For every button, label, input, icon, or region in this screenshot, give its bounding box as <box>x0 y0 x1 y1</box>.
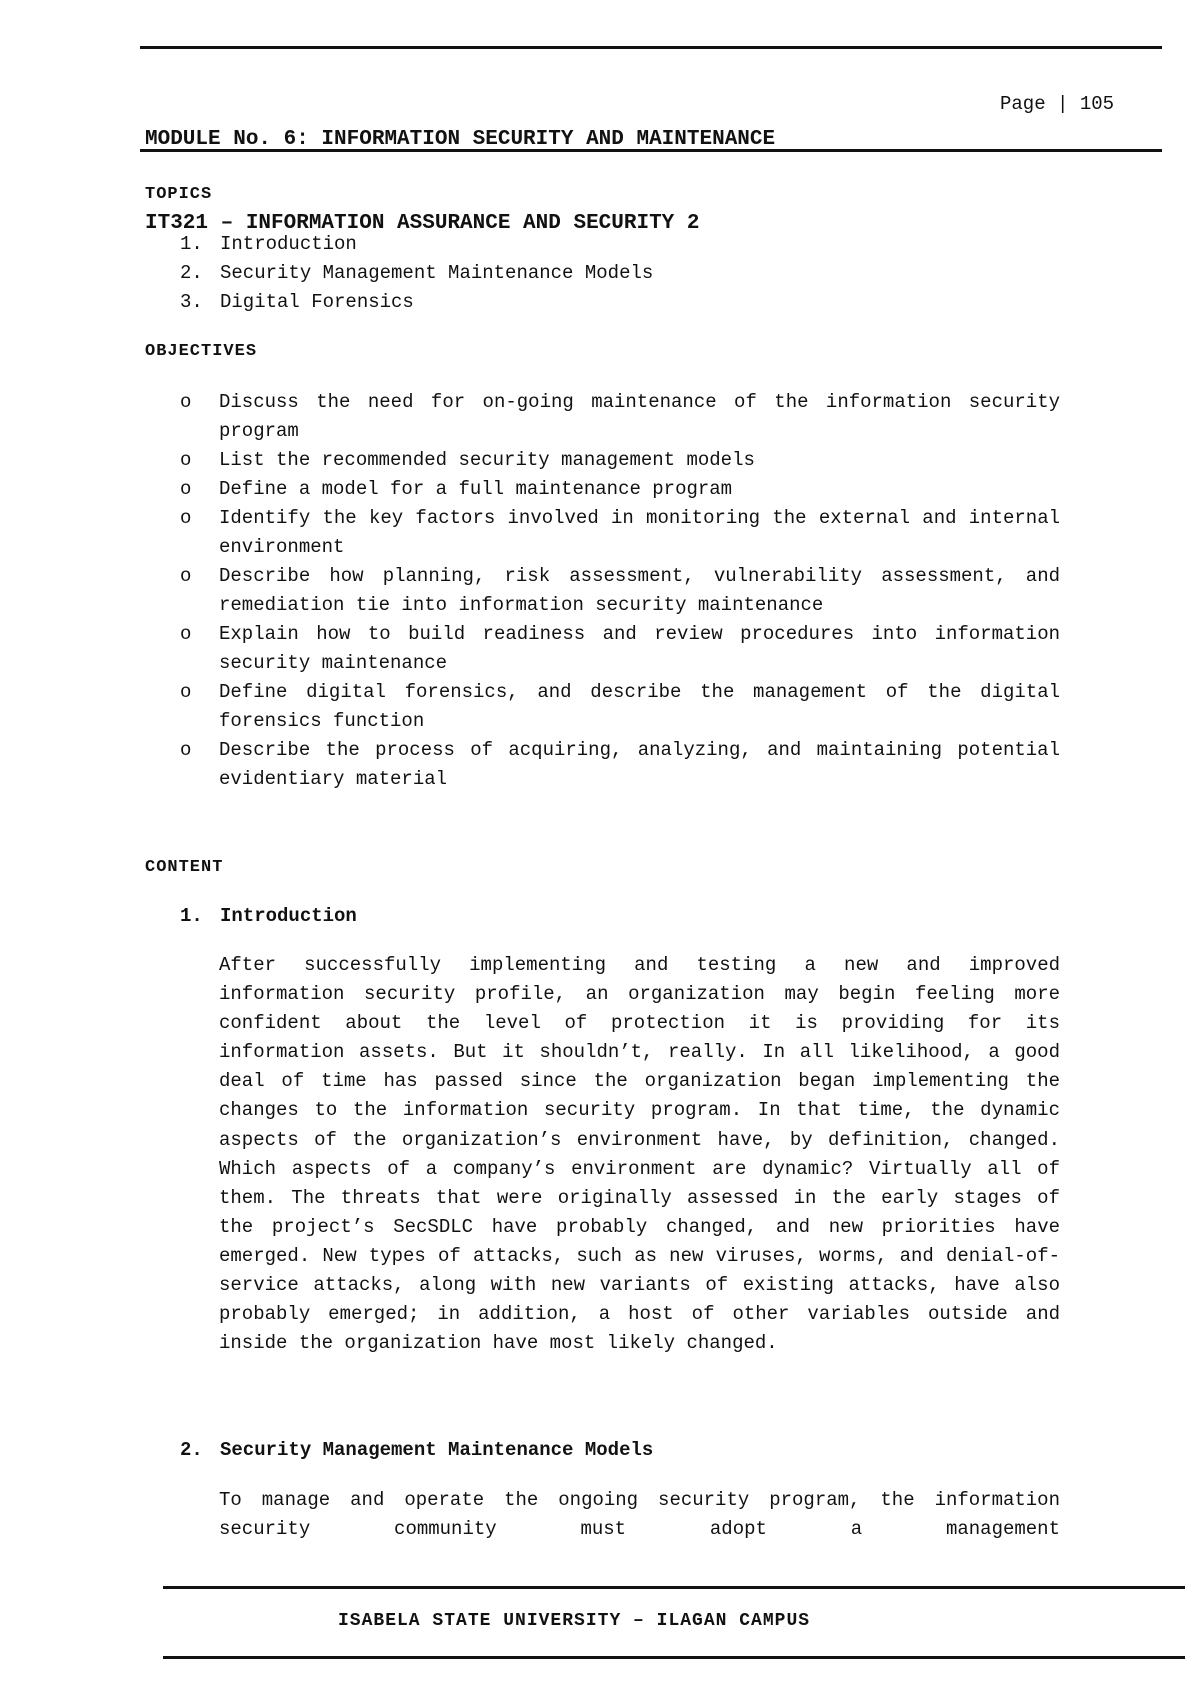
bullet-marker: o <box>180 565 192 587</box>
bullet-marker: o <box>180 391 192 413</box>
list-item <box>180 736 1060 794</box>
footer-bottom-rule <box>163 1656 1185 1659</box>
bullet-marker: o <box>180 449 192 471</box>
list-item <box>180 562 1060 620</box>
list-item <box>180 259 653 288</box>
page-number: Page | 105 <box>1000 93 1115 115</box>
list-item <box>180 446 1060 475</box>
list-item-text: Define a model for a full maintenance program <box>219 478 733 500</box>
footer-top-rule <box>163 1586 1185 1589</box>
topics-heading: TOPICS <box>145 185 213 204</box>
bullet-marker: o <box>180 478 192 500</box>
list-item-text: Security Management Maintenance Models <box>220 262 654 284</box>
list-item-text: Introduction <box>220 233 357 255</box>
header-bottom-rule <box>140 149 1162 152</box>
list-item-text: Discuss the need for on-going maintenance of the information security program <box>219 391 1060 442</box>
topics-list <box>180 230 653 317</box>
list-item-text: Describe the process of acquiring, analyzing, and maintaining potential evidentiary material <box>219 739 1060 790</box>
section-number: 1. <box>180 905 203 927</box>
module-title-line2: IT321 – INFORMATION ASSURANCE AND SECURITY 2 <box>145 212 700 235</box>
list-item <box>180 678 1060 736</box>
bullet-marker: o <box>180 681 192 703</box>
list-item-text: Describe how planning, risk assessment, vulnerability assessment, and remediation tie into information security maintenance <box>219 565 1060 616</box>
footer-institution: ISABELA STATE UNIVERSITY – ILAGAN CAMPUS <box>338 1611 811 1631</box>
bullet-marker: o <box>180 507 192 529</box>
list-item-number: 3. <box>180 291 203 313</box>
objectives-heading: OBJECTIVES <box>145 342 258 361</box>
list-item <box>180 475 1060 504</box>
header-top-rule <box>140 46 1162 49</box>
list-item-text: Identify the key factors involved in monitoring the external and internal environment <box>219 507 1060 558</box>
objectives-list <box>180 388 1060 794</box>
list-item <box>180 620 1060 678</box>
list-item <box>180 288 653 317</box>
list-item-text: List the recommended security management models <box>219 449 755 471</box>
list-item-text: Explain how to build readiness and review procedures into information security maintenance <box>219 623 1060 674</box>
section-number: 2. <box>180 1439 203 1461</box>
section-body: After successfully implementing and testing a new and improved information security profile, an organization may begin feeling more confident about the level of protection it is providing for its information assets. But it shouldn’t, really. In all likelihood, a good deal of time has passed since the organization began implementing the changes to the information security program. In that time, the dynamic aspects of the organization’s environment have, by definition, changed. Which aspects of a company’s environment are dynamic? Virtually all of them. The threats that were originally assessed in the early stages of the project’s SecSDLC have probably changed, and new priorities have emerged. New types of attacks, such as new viruses, worms, and denial-of-service attacks, along with new variants of existing attacks, have also probably emerged; in addition, a host of other variables outside and inside the organization have most likely changed. <box>219 954 1060 1355</box>
list-item <box>180 504 1060 562</box>
content-heading: CONTENT <box>145 858 224 877</box>
bullet-marker: o <box>180 739 192 761</box>
list-item-text: Define digital forensics, and describe the management of the digital forensics function <box>219 681 1060 732</box>
section-heading <box>180 905 357 927</box>
section-title: Security Management Maintenance Models <box>220 1439 654 1461</box>
module-title-line1: MODULE No. 6: INFORMATION SECURITY AND MAINTENANCE <box>145 128 776 151</box>
list-item <box>180 388 1060 446</box>
bullet-marker: o <box>180 623 192 645</box>
section-title: Introduction <box>220 905 357 927</box>
section-body: To manage and operate the ongoing security program, the information security community must adopt a management <box>219 1489 1060 1541</box>
list-item-number: 1. <box>180 233 203 255</box>
list-item-number: 2. <box>180 262 203 284</box>
list-item-text: Digital Forensics <box>220 291 414 313</box>
section-heading <box>180 1439 653 1461</box>
list-item <box>180 230 653 259</box>
